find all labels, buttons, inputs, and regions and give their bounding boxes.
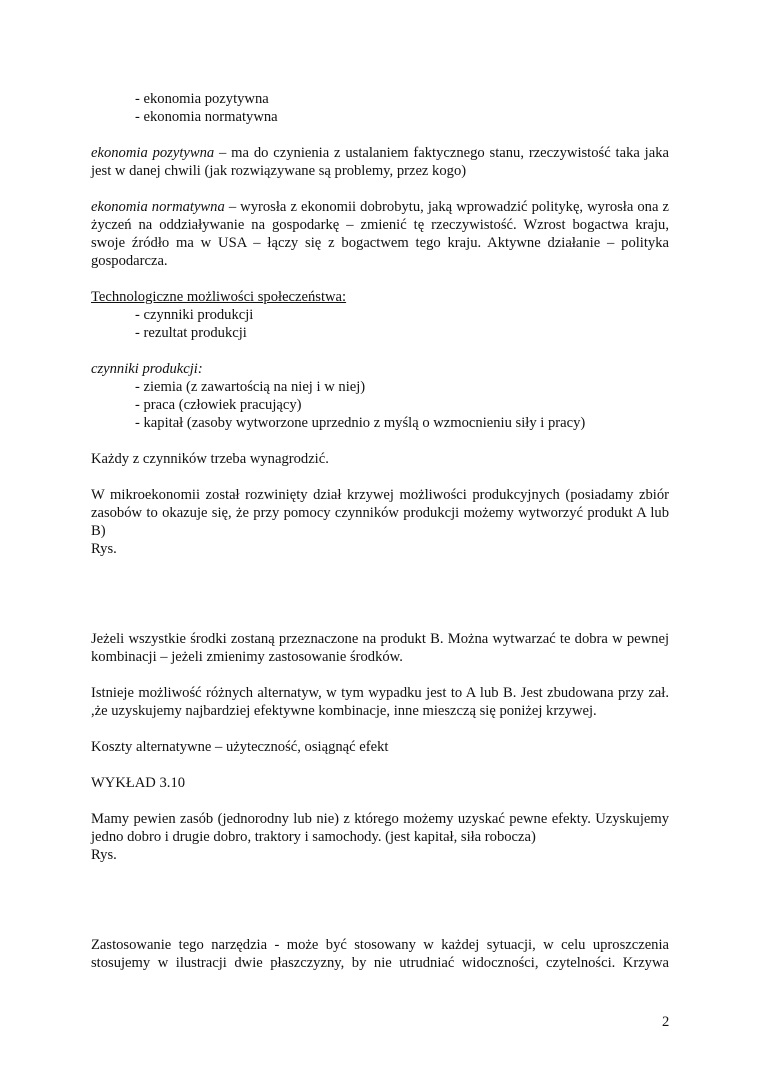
figure-caption: Rys. — [91, 541, 117, 557]
list-item: - kapitał (zasoby wytworzone uprzednio z myślą o wzmocnieniu siły i pracy) — [135, 415, 586, 431]
lecture-heading: WYKŁAD 3.10 — [91, 775, 186, 791]
list-item: - ziemia (z zawartością na niej i w niej) — [135, 379, 366, 395]
paragraph: Jeżeli wszystkie środki zostaną przeznaczone na produkt B. Można wytwarzać te dobra w pewnej kombinacji – jeżeli zmienimy zastosowanie środków. — [91, 631, 669, 665]
list-item: - rezultat produkcji — [135, 325, 247, 341]
paragraph: Koszty alternatywne – użyteczność, osiągnąć efekt — [91, 739, 389, 755]
definition-normative: ekonomia normatywna – wyrosła z ekonomii dobrobytu, jaką wprowadzić politykę, wyrosła ona z życzeń na oddziaływanie na gospodarkę – zmienić tę rzeczywistość. Wzrost bogactwa kraju, swoje źródło ma w USA – łączy się z bogactwem tego kraju. Aktywne działanie – polityka gospodarcza. — [91, 199, 669, 269]
term-positive: ekonomia pozytywna — [91, 145, 215, 161]
section-heading: Technologiczne możliwości społeczeństwa: — [91, 289, 347, 305]
page-content — [91, 90, 669, 972]
paragraph: Mamy pewien zasób (jednorodny lub nie) z którego możemy uzyskać pewne efekty. Uzyskujemy jedno dobro i drugie dobro, traktory i samochody. (jest kapitał, siła robocza) — [91, 811, 669, 845]
paragraph: Każdy z czynników trzeba wynagrodzić. — [91, 451, 329, 467]
page-number: 2 — [662, 1014, 670, 1030]
paragraph: W mikroekonomii został rozwinięty dział krzywej możliwości produkcyjnych (posiadamy zbiór zasobów to okazuje się, że przy pomocy czynników produkcji możemy wytworzyć produkt A lub B) — [91, 487, 669, 539]
list-item: - czynniki produkcji — [135, 307, 254, 323]
figure-caption: Rys. — [91, 847, 117, 863]
definition-positive: ekonomia pozytywna – ma do czynienia z ustalaniem faktycznego stanu, rzeczywistość taka jaka jest w danej chwili (jak rozwiązywane są problemy, przez kogo) — [91, 145, 669, 179]
list-item: - ekonomia normatywna — [135, 109, 278, 125]
paragraph: Istnieje możliwość różnych alternatyw, w tym wypadku jest to A lub B. Jest zbudowana przy zał. ,że uzyskujemy najbardziej efektywne kombinacje, inne mieszczą się poniżej krzywej. — [91, 685, 669, 719]
list-item: - ekonomia pozytywna — [135, 91, 269, 107]
paragraph: Zastosowanie tego narzędzia - może być stosowany w każdej sytuacji, w celu uproszczenia stosujemy w ilustracji dwie płaszczyzny, by nie utrudniać widoczności, czytelności. Krzywa — [91, 937, 669, 971]
list-item: - praca (człowiek pracujący) — [135, 397, 302, 413]
term-normative: ekonomia normatywna — [91, 199, 225, 215]
factors-heading: czynniki produkcji: — [91, 361, 203, 377]
